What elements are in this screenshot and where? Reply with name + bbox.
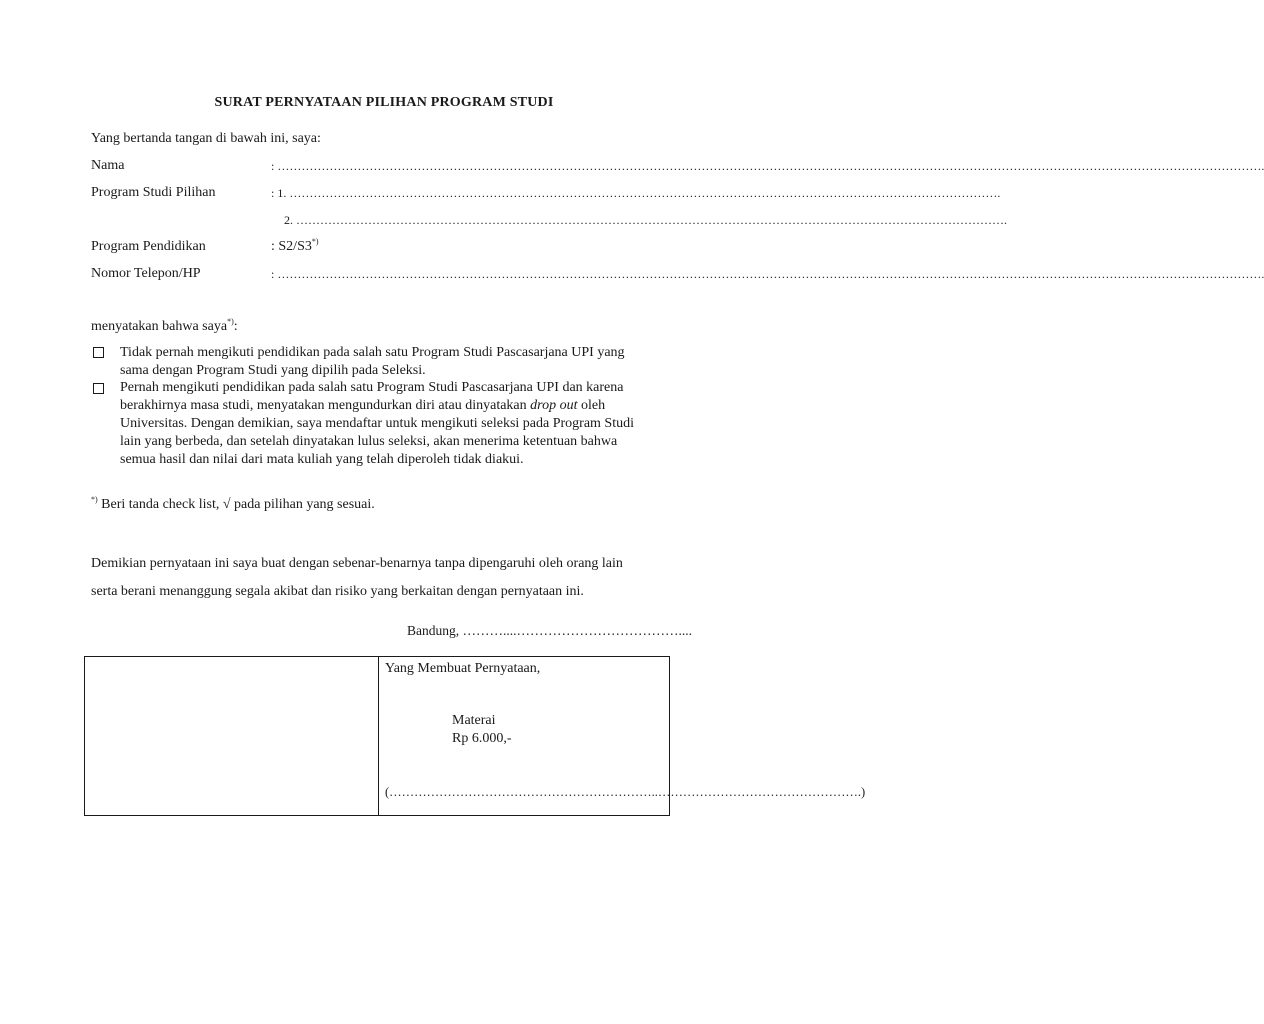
closing-line: serta berani menanggung segala akibat dan risiko yang berkaitan dengan pernyataan ini. (91, 584, 584, 599)
option-2-line-pre: berakhirnya masa studi, menyatakan mengundurkan diri atau dinyatakan (120, 398, 531, 413)
field-label-nama: Nama (91, 158, 125, 173)
field-label-nomor-telepon: Nomor Telepon/HP (91, 266, 201, 281)
statement-lead-text: menyatakan bahwa saya (91, 319, 228, 334)
option-2-line: Universitas. Dengan demikian, saya mendaftar untuk mengikuti seleksi pada Program Studi (120, 416, 634, 431)
signature-heading: Yang Membuat Pernyataan, (385, 661, 541, 676)
option-2-line: lain yang berbeda, dan setelah dinyatakan lulus seleksi, akan menerima ketentuan bahwa (120, 434, 618, 449)
footnote-marker: *) (311, 237, 319, 246)
closing-line: Demikian pernyataan ini saya buat dengan sebenar-benarnya tanpa dipengaruhi oleh orang lain (91, 556, 623, 571)
option-2-line: Pernah mengikuti pendidikan pada salah satu Program Studi Pascasarjana UPI dan karena (120, 380, 624, 395)
intro-text: Yang bertanda tangan di bawah ini, saya: (91, 131, 321, 146)
option-1-line: sama dengan Program Studi yang dipilih pada Seleksi. (120, 363, 426, 378)
stamp-label: Materai (452, 713, 496, 728)
footnote-marker: *) (91, 495, 98, 504)
option-2-line (120, 397, 634, 415)
field-value-nomor-telepon: : …………………………………………………………………………………………………………………………………………………………………………………………………………………………. (271, 267, 1264, 281)
footnote-text: Beri tanda check list, √ pada pilihan yang sesuai. (97, 497, 375, 512)
option-1-text (120, 344, 625, 380)
field-value-nama: : …………………………………………………………………………………………………………………………………………………………………………………………………………………………. (271, 159, 1264, 173)
option-2-line-italic: drop out (530, 398, 578, 413)
option-2-text (120, 379, 634, 469)
option-2-line-post: oleh (577, 398, 606, 413)
footnote (91, 496, 375, 514)
field-label-program-studi: Program Studi Pilihan (91, 185, 216, 200)
checkbox-icon (93, 383, 104, 394)
option-1-line: Tidak pernah mengikuti pendidikan pada salah satu Program Studi Pascasarjana UPI yang (120, 345, 625, 360)
closing-paragraph (91, 550, 623, 606)
stamp-value: Rp 6.000,- (452, 731, 512, 746)
signature-table (84, 656, 866, 816)
field-value-program-studi-1: : 1. ……………………………………………………………………………………………………………………………………………………………. (271, 186, 1001, 200)
option-1-checkbox[interactable] (93, 346, 104, 364)
field-value-program-pendidikan (271, 238, 319, 256)
signature-name-line: (………………………………………………………..………………………………………….) (385, 785, 866, 799)
place-date: Bandung, ………....……………………………….... (407, 623, 692, 638)
statement-lead (91, 318, 238, 336)
field-label-program-pendidikan: Program Pendidikan (91, 239, 206, 254)
footnote-marker: *) (227, 317, 234, 326)
option-2-checkbox[interactable] (93, 382, 104, 400)
program-pendidikan-value: : S2/S3 (271, 239, 312, 254)
page-title: SURAT PERNYATAAN PILIHAN PROGRAM STUDI (214, 95, 554, 110)
option-2-line: semua hasil dan nilai dari mata kuliah yang telah diperoleh tidak diakui. (120, 452, 524, 467)
statement-colon: : (233, 319, 238, 334)
field-value-program-studi-2: 2. ……………………………………………………………………………………………………………………………………………………………. (284, 213, 1007, 227)
table-divider (378, 657, 379, 815)
checkbox-icon (93, 347, 104, 358)
